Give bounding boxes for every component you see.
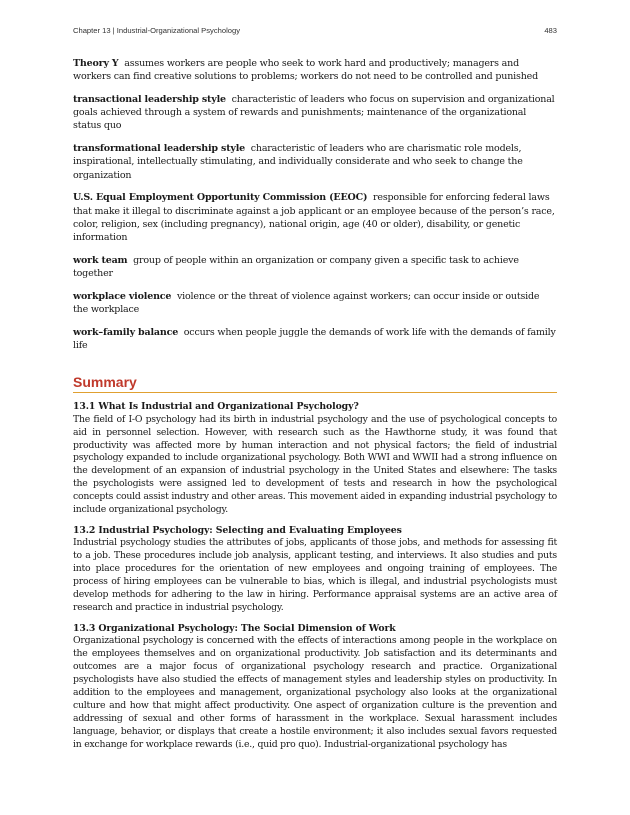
glossary-entry-work-team [73, 254, 557, 280]
summary-section-13-2 [73, 525, 557, 615]
glossary-definition: assumes workers are people who seek to work hard and productively; managers and workers can find creative solutions to problems; workers do not need to be controlled and punished [73, 58, 538, 83]
section-heading: 13.1 What Is Industrial and Organizational Psychology? [73, 401, 359, 413]
glossary-term: work–family balance [73, 326, 179, 338]
running-header [73, 26, 557, 40]
glossary-definition: occurs when people juggle the demands of work life with the demands of family life [73, 326, 556, 352]
glossary-term: work team [73, 254, 128, 266]
glossary-term: transformational leadership style [73, 143, 246, 155]
glossary-definition: violence or the threat of violence against workers; can occur inside or outside the workplace [73, 290, 540, 316]
section-body: The field of I-O psychology had its birth in industrial psychology and the use of psychological concepts to aid in personnel selection. However, with research such as the Hawthorne study, it was found that productivity was affected more by human interaction and not physical factors; the field of industrial psychology expanded to include organizational psychology. Both WWI and WWII had a strong influence on the development of an expansion of industrial psychology in the United States and elsewhere: The tasks the psychologists were assigned led to development of tests and research in how the psychological concepts could assist industry and other areas. This movement aided in expanding industrial psychology to include organizational psychology. [73, 413, 557, 516]
glossary-definition: characteristic of leaders who focus on supervision and organizational goals achieved through a system of rewards and punishments; maintenance of the organizational status quo [73, 94, 555, 132]
glossary-term: U.S. Equal Employment Opportunity Commission (EEOC) [73, 192, 368, 204]
glossary-entry-workplace-violence [73, 290, 557, 316]
section-heading: 13.3 Organizational Psychology: The Social Dimension of Work [73, 622, 396, 634]
glossary-term: workplace violence [73, 290, 172, 302]
glossary-definition: characteristic of leaders who are charismatic role models, inspirational, intellectually stimulating, and individually considerate and who seek to change the organization [73, 143, 523, 181]
glossary [73, 57, 557, 352]
page-number: 483 [544, 26, 557, 35]
summary-section-13-3 [73, 623, 557, 752]
glossary-entry-transformational-leadership [73, 142, 557, 182]
glossary-entry-work-family-balance [73, 326, 557, 352]
chapter-title: Chapter 13 | Industrial-Organizational Psychology [73, 26, 241, 35]
summary-heading: Summary [73, 374, 557, 393]
glossary-entry-theory-y [73, 57, 557, 83]
glossary-definition: group of people within an organization or company given a specific task to achieve together [73, 254, 519, 280]
section-body: Organizational psychology is concerned with the effects of interactions among people in the workplace on the employees themselves and on organizational productivity. Job satisfaction and its determinants and outcomes are a major focus of organizational psychology research and practice. Organizational psychologists have also studied the effects of management styles and leadership styles on productivity. In addition to the employees and management, organizational psychology also looks at the organizational culture and how that might affect productivity. One aspect of organization culture is the prevention and addressing of sexual and other forms of harassment in the workplace. Sexual harassment includes language, behavior, or displays that create a hostile environment; it also includes sexual favors requested in exchange for workplace rewards (i.e., quid pro quo). Industrial-organizational psychology has [73, 635, 557, 750]
page-content [73, 57, 557, 752]
section-heading: 13.2 Industrial Psychology: Selecting and Evaluating Employees [73, 524, 402, 536]
glossary-entry-eeoc [73, 191, 557, 244]
summary-section-13-1 [73, 401, 557, 517]
glossary-term: Theory Y [73, 58, 119, 69]
glossary-entry-transactional-leadership [73, 93, 557, 133]
section-body: Industrial psychology studies the attributes of jobs, applicants of those jobs, and methods for assessing fit to a job. These procedures include job analysis, applicant testing, and interviews. It also studies and puts into place procedures for the orientation of new employees and ongoing training of employees. The process of hiring employees can be vulnerable to bias, which is illegal, and industrial psychologists must develop methods for adhering to the law in hiring. Performance appraisal systems are an active area of research and practice in industrial psychology. [73, 537, 557, 613]
glossary-definition: responsible for enforcing federal laws that make it illegal to discriminate against a job applicant or an employee because of the person’s race, color, religion, sex (including pregnancy), national origin, age (40 or older), disability, or genetic information [73, 192, 555, 244]
glossary-term: transactional leadership style [73, 94, 226, 105]
